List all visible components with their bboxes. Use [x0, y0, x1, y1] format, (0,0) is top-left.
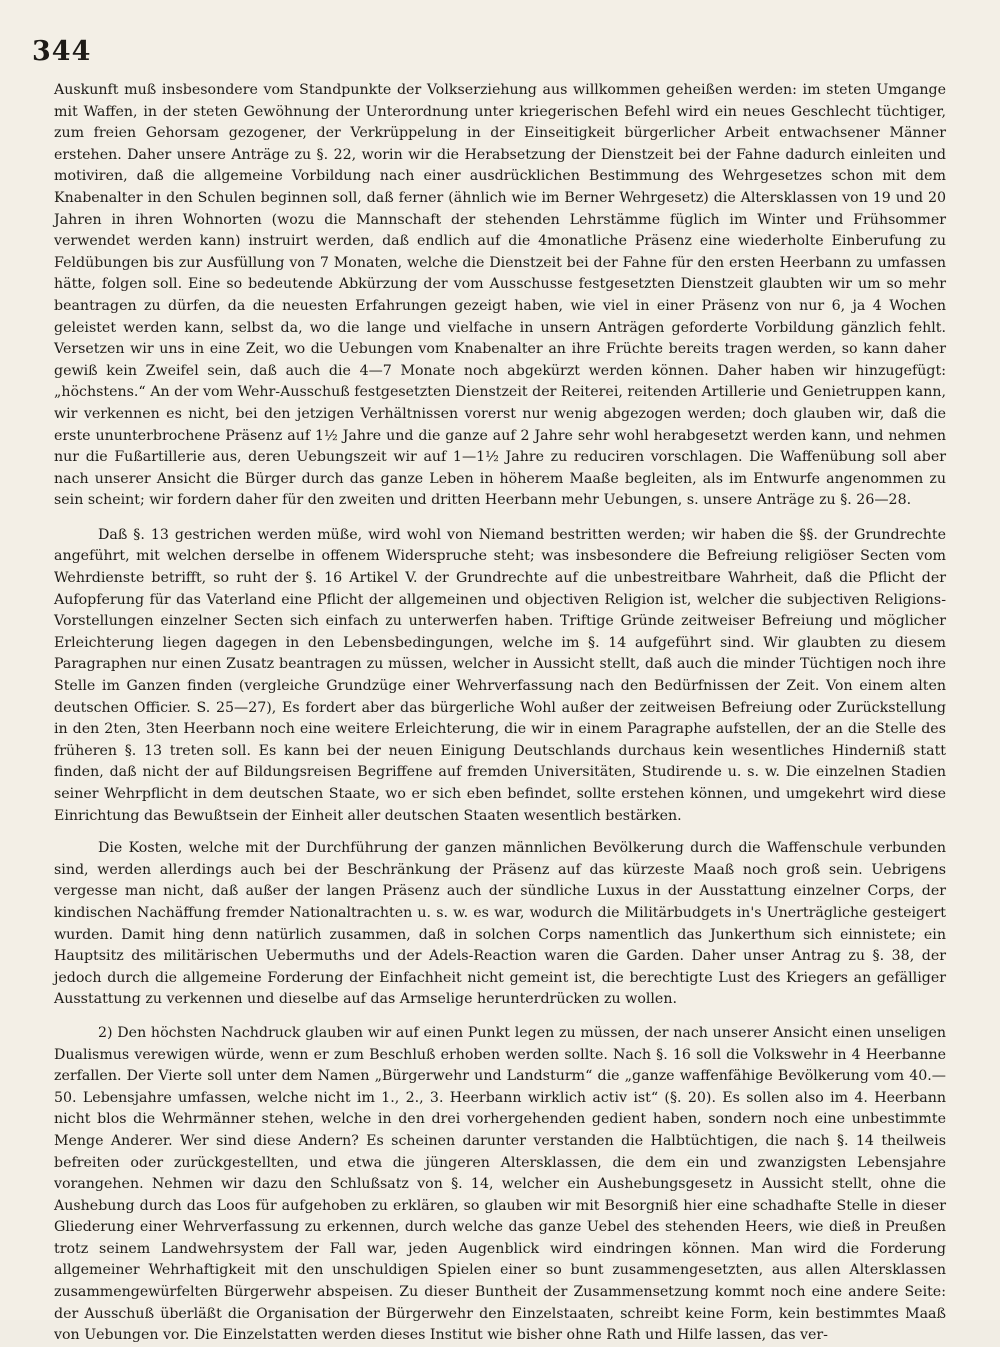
paragraph-dualismus: 2) Den höchsten Nachdruck glauben wir auf einen Punkt legen zu müssen, der nach unserer Ansicht einen unseligen Dualismus verewigen würde, wenn er zum Beschluß erhoben werden sollte. Nach §. 16 soll die Volkswehr in 4 Heerbanne zerfallen. Der Vierte soll unter dem Namen „Bürgerwehr und Landsturm“ die „ganze waffenfähige Bevölkerung vom 40.—50. Lebensjahre umfassen, welche nicht im 1., 2., 3. Heerbann wirklich activ ist“ (§. 20). Es sollen also im 4. Heerbann nicht blos die Wehrmänner stehen, welche in den drei vorhergehenden gedient haben, sondern noch eine unbestimmte Menge Anderer. Wer sind diese Andern? Es scheinen darunter verstanden die Halbtüchtigen, die nach §. 14 theilweis befreiten oder zurückgestellten, und etwa die jüngeren Altersklassen, die dem ein und zwanzigsten Lebensjahre vorangehen. Nehmen wir dazu den Schlußsatz von §. 14, welcher ein Aushebungsgesetz in Aussicht stellt, ohne die Aushebung durch das Loos für aufgehoben zu erklären, so glauben wir mit Besorgniß hier eine schadhafte Stelle in dieser Gliederung einer Wehrverfassung zu erkennen, durch welche das ganze Uebel des stehenden Heers, wie dieß in Preußen trotz seinem Landwehrsystem der Fall war, jeden Augenblick wird eindringen können. Man wird die Forderung allgemeiner Wehrhaftigkeit mit den unschuldigen Spielen einer so bunt zusammengesetzten, aus allen Altersklassen zusammengewürfelten Bürgerwehr abspeisen. Zu dieser Buntheit der Zusammensetzung kommt noch eine andere Seite: der Ausschuß überläßt die Organisation der Bürgerwehr den Einzelstaaten, schreibt keine Form, kein bestimmtes Maaß von Uebungen vor. Die Einzelstatten werden dieses Institut wie bisher ohne Rath und Hilfe lassen, das ver- — [54, 1024, 946, 1344]
paragraph-volkserziehung: Auskunft muß insbesondere vom Standpunkte der Volkserziehung aus willkommen geheißen werden: im steten Umgange mit Waffen, in der steten Gewöhnung der Unterordnung unter kriegerischen Befehl wird ein neues Geschlecht tüchtiger, zum freien Gehorsam gezogener, der Verkrüppelung in der Einseitigkeit bürgerlicher Arbeit entwachsener Männer erstehen. Daher unsere Anträge zu §. 22, worin wir die Herabsetzung der Dienstzeit bei der Fahne dadurch einleiten und motiviren, daß die allgemeine Vorbildung nach einer ausdrücklichen Bestimmung des Wehrgesetzes schon mit dem Knabenalter in den Schulen beginnen soll, daß ferner (ähnlich wie im Berner Wehrgesetz) die Altersklassen von 19 und 20 Jahren in ihren Wohnorten (wozu die Mannschaft der stehenden Lehrstämme füglich im Winter und Frühsommer verwendet werden kann) instruirt werden, daß endlich auf die 4monatliche Präsenz eine wiederholte Einberufung zu Feldübungen bis zur Ausfüllung von 7 Monaten, welche die Dienstzeit bei der Fahne für den ersten Heerbann zu umfassen hätte, folgen soll. Eine so bedeutende Abkürzung der vom Ausschusse festgesetzten Dienstzeit glaubten wir um so mehr beantragen zu dürfen, da die neuesten Erfahrungen gezeigt haben, wie viel in einer Präsenz von nur 6, ja 4 Wochen geleistet werden kann, selbst da, wo die lange und vielfache in unsern Anträgen geforderte Vorbildung gänzlich fehlt. Versetzen wir uns in eine Zeit, wo die Uebungen vom Knabenalter an ihre Früchte bereits tragen werden, so kann daher gewiß kein Zweifel sein, daß auch die 4—7 Monate noch abgekürzt werden können. Daher haben wir hinzugefügt: „höchstens.“ An der vom Wehr-Ausschuß festgesetzten Dienstzeit der Reiterei, reitenden Artillerie und Genietruppen kann, wir verkennen es nicht, bei den jetzigen Verhältnissen vorerst nur wenig abgezogen werden; doch glauben wir, daß die erste ununterbrochene Präsenz auf 1½ Jahre und die ganze auf 2 Jahre sehr wohl herabgesetzt werden kann, und nehmen nur die Fußartillerie aus, deren Uebungszeit wir auf 1—1½ Jahre zu reduciren vorschlagen. Die Waffenübung soll aber nach unserer Ansicht die Bürger durch das ganze Leben in höherem Maaße begleiten, als im Entwurfe angenommen zu sein scheint; wir fordern daher für den zweiten und dritten Heerbann mehr Uebungen, s. unsere Anträge zu §. 26—28. — [54, 82, 946, 509]
body-text — [54, 80, 946, 1347]
paragraph-paragraph-13: Daß §. 13 gestrichen werden müße, wird wohl von Niemand bestritten werden; wir haben die §§. der Grundrechte angeführt, mit welchen derselbe in offenem Widerspruche steht; was insbesondere die Befreiung religiöser Secten vom Wehrdienste betrifft, so ruht der §. 16 Artikel V. der Grundrechte auf die unbestreitbare Wahrheit, daß die Pflicht der Aufopferung für das Vaterland eine Pflicht der allgemeinen und objectiven Religion ist, welcher die subjectiven Religions-Vorstellungen einzelner Secten sich einfach zu unterwerfen haben. Triftige Gründe zeitweiser Befreiung und möglicher Erleichterung liegen dagegen in den Lebensbedingungen, welche im §. 14 aufgeführt sind. Wir glaubten zu diesem Paragraphen nur einen Zusatz beantragen zu müssen, welcher in Aussicht stellt, daß auch die minder Tüchtigen noch ihre Stelle im Ganzen finden (vergleiche Grundzüge einer Wehrverfassung nach den Bedürfnissen der Zeit. Von einem alten deutschen Officier. S. 25—27), Es fordert aber das bürgerliche Wohl außer der zeitweisen Befreiung oder Zurückstellung in den 2ten, 3ten Heerbann noch eine weitere Erleichterung, die wir in einem Paragraphe aufstellen, der an die Stelle des früheren §. 13 treten soll. Es kann bei der neuen Einigung Deutschlands durchaus kein wesentliches Hinderniß statt finden, daß nicht der auf Bildungsreisen Begriffene auf fremden Universitäten, Studirende u. s. w. Die einzelnen Stadien seiner Wehrpflicht in dem deutschen Staate, wo er sich eben befindet, sollte erstehen können, und umgekehrt wird diese Einrichtung das Bewußtsein der Einheit aller deutschen Staaten wesentlich bestärken. — [54, 526, 946, 824]
page-number: 344 — [32, 36, 92, 67]
paragraph-kosten: Die Kosten, welche mit der Durchführung der ganzen männlichen Bevölkerung durch die Waffenschule verbunden sind, werden allerdings auch bei der Beschränkung der Präsenz auf das kürzeste Maaß noch groß sein. Uebrigens vergesse man nicht, daß außer der langen Präsenz auch der sündliche Luxus in der Ausstattung einzelner Corps, der kindischen Nachäffung fremder Nationaltrachten u. s. w. es war, wodurch die Militärbudgets in's Unerträgliche gesteigert wurden. Damit hing denn natürlich zusammen, daß in solchen Corps namentlich das Junkerthum sich einnistete; ein Hauptsitz des militärischen Uebermuths und der Adels-Reaction waren die Garden. Daher unser Antrag zu §. 38, der jedoch durch die allgemeine Forderung der Einfachheit nicht gemeint ist, die berechtigte Lust des Kriegers an gefälliger Ausstattung zu verkennen und dieselbe auf das Armselige herunterdrücken zu wollen. — [54, 840, 946, 1008]
